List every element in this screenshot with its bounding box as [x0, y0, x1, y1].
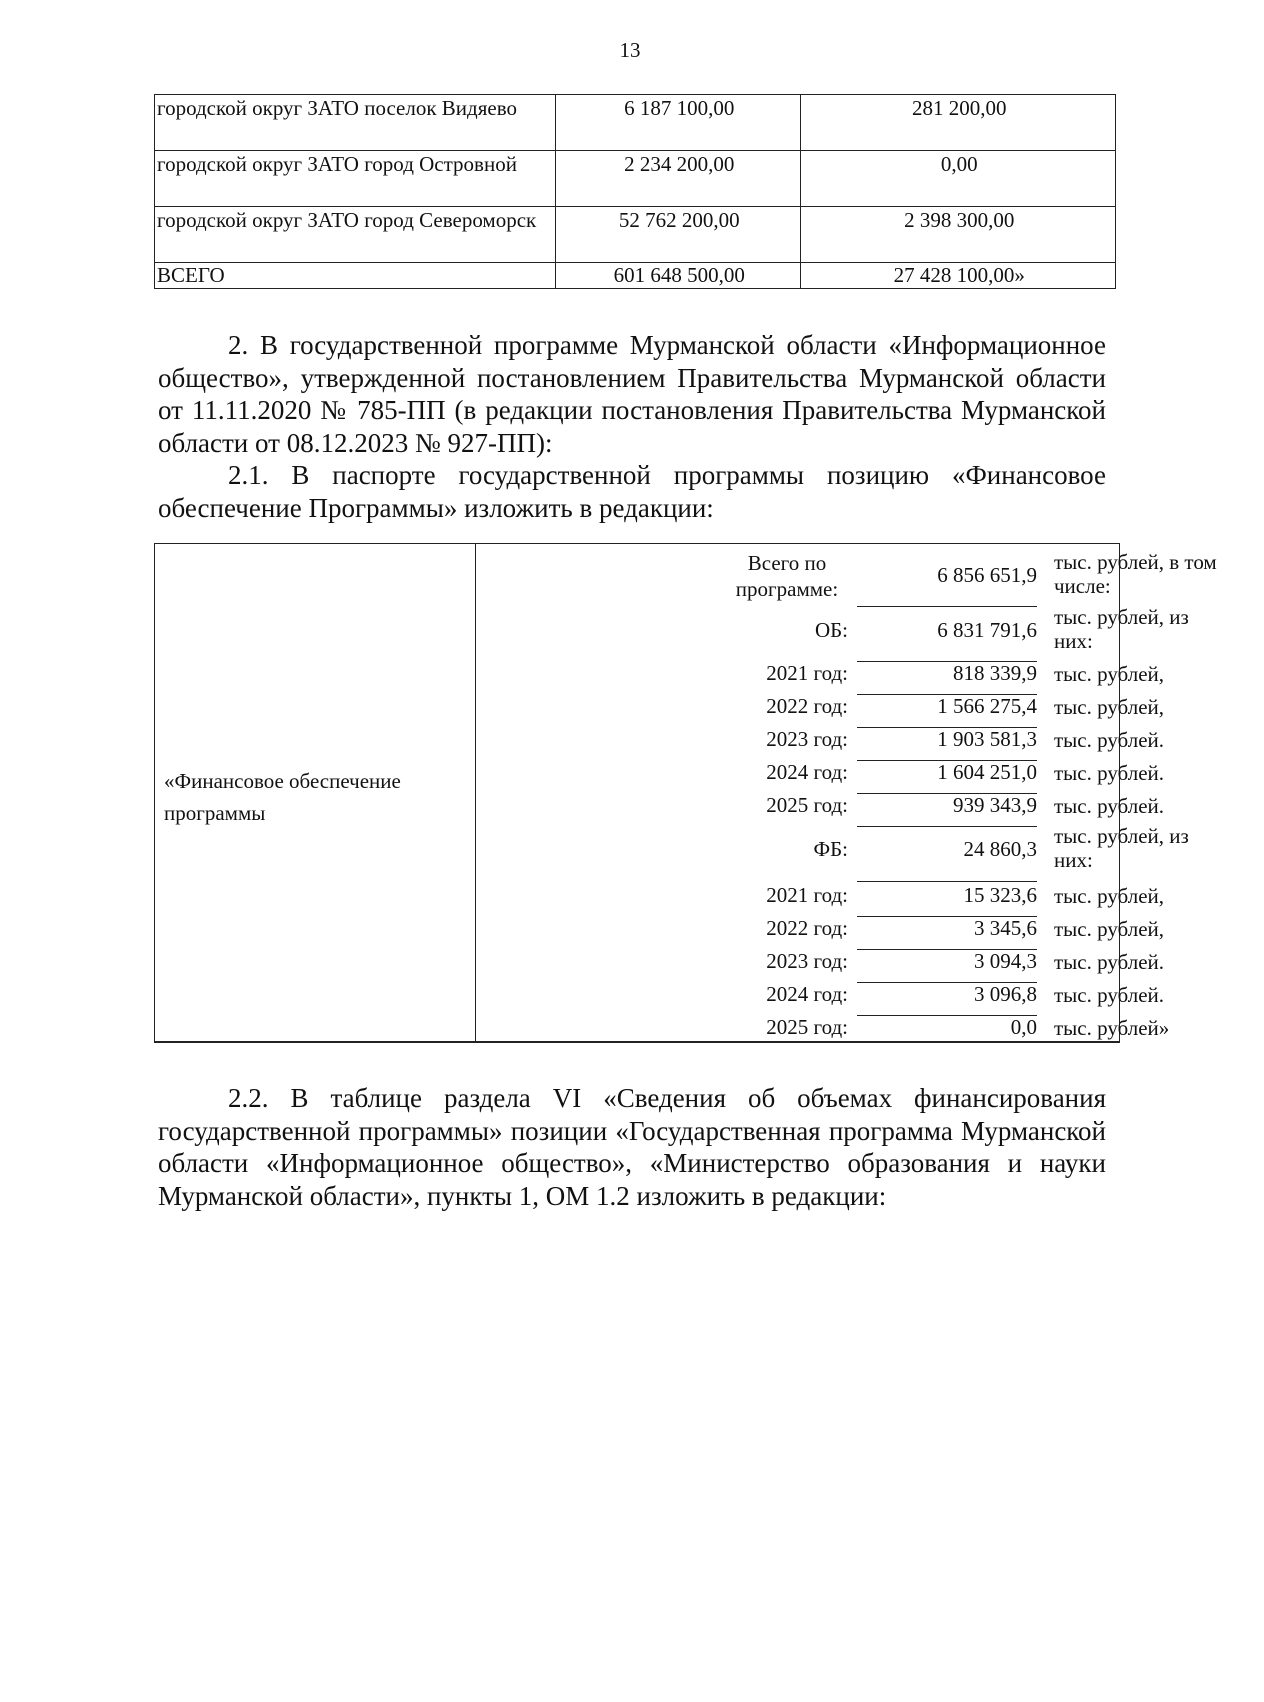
- finance-row-value: 818 339,9: [953, 661, 1037, 685]
- amount-cell: 2 398 300,00: [801, 207, 1116, 263]
- finance-row-value: 24 860,3: [963, 837, 1037, 861]
- finance-row-unit: тыс. рублей,: [1054, 662, 1165, 686]
- finance-row-label: 2025 год:: [766, 793, 848, 817]
- finance-row-unit: тыс. рублей,: [1054, 695, 1165, 719]
- finance-row-value: 1 604 251,0: [937, 760, 1037, 784]
- finance-label: «Финансовое обеспечение программы: [164, 769, 401, 825]
- municipality-cell: городской округ ЗАТО поселок Видяево: [155, 95, 556, 151]
- total-amount: 601 648 500,00: [556, 263, 801, 289]
- finance-row-unit: тыс. рублей,: [1054, 917, 1165, 941]
- municipality-cell: городской округ ЗАТО город Североморск: [155, 207, 556, 263]
- finance-row-unit: тыс. рублей, в том числе:: [1054, 550, 1217, 598]
- finance-row-value: 6 831 791,6: [937, 618, 1037, 642]
- finance-row-label: 2022 год:: [766, 916, 848, 940]
- paragraph-2-1: 2.1. В паспорте государственной программы позицию «Финансовое обеспечение Программы» изложить в редакции:: [158, 460, 1106, 523]
- value-underline: [857, 881, 1037, 882]
- finance-row-value: 15 323,6: [963, 883, 1037, 907]
- finance-row-value: 1 566 275,4: [937, 694, 1037, 718]
- total-label: ВСЕГО: [155, 263, 556, 289]
- table-row: [155, 207, 1116, 263]
- paragraph-2-2: 2.2. В таблице раздела VI «Сведения об объемах финансирования государственной программы» позиции «Государственная программа Мурманской области «Информационное общество», «Министерство образования и науки Мурманской области», пункты 1, ОМ 1.2 изложить в редакции:: [158, 1083, 1106, 1211]
- total-row: [155, 263, 1116, 289]
- finance-row-unit: тыс. рублей»: [1054, 1016, 1170, 1040]
- paragraph-2: 2. В государственной программе Мурманской области «Информационное общество», утвержденной постановлением Правительства Мурманской области от 11.11.2020 № 785-ПП (в редакции постановления Правительства Мурманской области от 08.12.2023 № 927-ПП):: [158, 330, 1106, 458]
- page-number: 13: [619, 38, 641, 62]
- finance-table: [154, 543, 1217, 1043]
- finance-row-unit: тыс. рублей,: [1054, 884, 1165, 908]
- amount-cell: 6 187 100,00: [556, 95, 801, 151]
- finance-row-unit: тыс. рублей.: [1054, 983, 1165, 1007]
- finance-row-value: 0,0: [1010, 1015, 1037, 1039]
- finance-row-label: 2021 год:: [766, 883, 848, 907]
- finance-row-label: 2021 год:: [766, 661, 848, 685]
- finance-row-unit: тыс. рублей.: [1054, 950, 1165, 974]
- municipality-cell: городской округ ЗАТО город Островной: [155, 151, 556, 207]
- finance-row-label: 2022 год:: [766, 694, 848, 718]
- finance-row-label: 2025 год:: [766, 1015, 848, 1039]
- finance-row-label: 2023 год:: [766, 949, 848, 973]
- table-row: [155, 95, 1116, 151]
- finance-row-label: 2024 год:: [766, 982, 848, 1006]
- municipal-allocation-table: [154, 94, 1116, 289]
- amount-cell: 2 234 200,00: [556, 151, 801, 207]
- total-amount: 27 428 100,00»: [801, 263, 1116, 289]
- finance-row-unit: тыс. рублей, из них:: [1054, 824, 1189, 872]
- value-underline: [857, 606, 1037, 607]
- finance-row-label: 2024 год:: [766, 760, 848, 784]
- amount-cell: 281 200,00: [801, 95, 1116, 151]
- amount-cell: 0,00: [801, 151, 1116, 207]
- finance-row-value: 1 903 581,3: [937, 727, 1037, 751]
- finance-row-label: 2023 год:: [766, 727, 848, 751]
- table-row: [155, 151, 1116, 207]
- finance-row-unit: тыс. рублей.: [1054, 794, 1165, 818]
- finance-row-unit: тыс. рублей, из них:: [1054, 605, 1189, 653]
- value-underline: [857, 826, 1037, 827]
- finance-row-unit: тыс. рублей.: [1054, 761, 1165, 785]
- finance-row-label: Всего по программе:: [735, 551, 839, 601]
- amount-cell: 52 762 200,00: [556, 207, 801, 263]
- finance-row-label: ОБ:: [814, 618, 848, 642]
- finance-row-label: ФБ:: [813, 837, 848, 861]
- finance-row-value: 3 096,8: [974, 982, 1037, 1006]
- finance-row-value: 3 345,6: [974, 916, 1037, 940]
- finance-row-value: 3 094,3: [974, 949, 1037, 973]
- finance-row-unit: тыс. рублей.: [1054, 728, 1165, 752]
- finance-row-value: 6 856 651,9: [937, 563, 1037, 587]
- finance-row-value: 939 343,9: [953, 793, 1037, 817]
